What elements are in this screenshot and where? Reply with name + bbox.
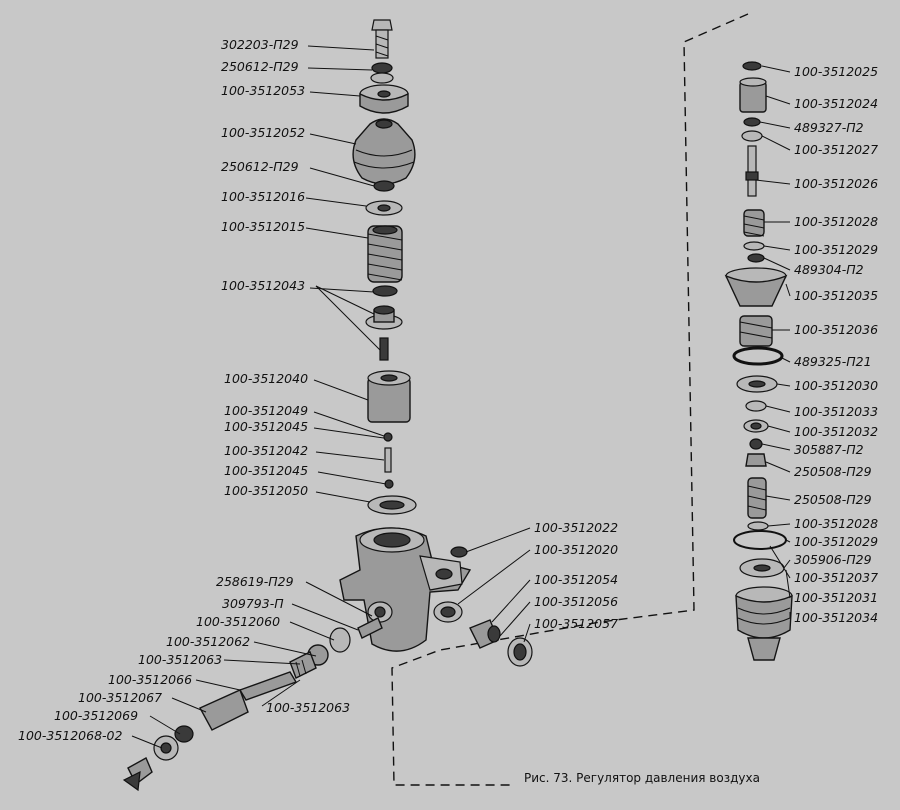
ball-part bbox=[384, 433, 392, 441]
part-label: 100-3512057 bbox=[534, 616, 619, 631]
right-stack bbox=[726, 62, 792, 660]
part-label: 100-3512035 bbox=[794, 288, 879, 303]
part-label: 258619-П29 bbox=[216, 574, 294, 589]
rod-part bbox=[385, 448, 391, 472]
part-label: 100-3512030 bbox=[794, 378, 879, 393]
spring-part bbox=[368, 226, 402, 282]
part-label: 100-3512037 bbox=[794, 570, 879, 585]
part-label: 250508-П29 bbox=[794, 464, 872, 479]
part-label: 100-3512034 bbox=[794, 610, 879, 625]
cover-part bbox=[353, 119, 415, 184]
part-label: 100-3512031 bbox=[794, 590, 879, 605]
part-label: 100-3512016 bbox=[221, 189, 306, 204]
nut-part bbox=[374, 181, 394, 191]
part-label: 489327-П2 bbox=[794, 120, 864, 135]
part-label: 100-3512067 bbox=[78, 690, 163, 705]
part-label: 100-3512027 bbox=[794, 142, 879, 157]
seat-part bbox=[366, 306, 402, 329]
bolt-part bbox=[372, 20, 392, 58]
part-label: 100-3512028 bbox=[794, 214, 879, 229]
seal-ring-part bbox=[734, 531, 786, 549]
assembly-dashed-line bbox=[392, 14, 748, 785]
part-label: 100-3512040 bbox=[224, 371, 309, 386]
labels-right-group bbox=[794, 64, 878, 625]
lower-spring-part bbox=[748, 478, 766, 518]
stem-part bbox=[746, 146, 758, 196]
washer-part bbox=[371, 63, 393, 83]
part-label: 100-3512049 bbox=[224, 403, 309, 418]
ring-part bbox=[373, 286, 397, 296]
part-label: 305887-П2 bbox=[794, 442, 864, 457]
gasket-part bbox=[368, 496, 416, 514]
part-label: 100-3512025 bbox=[794, 64, 879, 79]
part-label: 100-3512029 bbox=[794, 242, 879, 257]
part-label: 100-3512015 bbox=[221, 219, 306, 234]
part-label: 100-3512063 bbox=[266, 700, 351, 715]
part-label: 100-3512033 bbox=[794, 404, 879, 419]
figure-caption: Рис. 73. Регулятор давления воздуха bbox=[524, 771, 760, 785]
part-label: 100-3512020 bbox=[534, 542, 619, 557]
part-label: 100-3512060 bbox=[196, 614, 281, 629]
part-label: 100-3512042 bbox=[224, 443, 309, 458]
part-label: 305906-П29 bbox=[794, 552, 872, 567]
part-label: 250612-П29 bbox=[221, 159, 299, 174]
ball-part-2 bbox=[385, 480, 393, 488]
bottom-housing-part bbox=[736, 587, 792, 660]
part-label: 100-3512069 bbox=[54, 708, 139, 723]
washer-plate-part bbox=[366, 201, 402, 215]
part-label: 100-3512053 bbox=[221, 83, 306, 98]
part-label: 100-3512050 bbox=[224, 483, 309, 498]
part-label: 100-3512063 bbox=[138, 652, 223, 667]
left-stack bbox=[353, 20, 416, 514]
part-label: 100-3512029 bbox=[794, 534, 879, 549]
labels-body-right-group bbox=[534, 520, 618, 631]
labels-left-group bbox=[221, 37, 308, 498]
part-label: 100-3512062 bbox=[166, 634, 251, 649]
part-label: 100-3512052 bbox=[221, 125, 306, 140]
part-label: 100-3512043 bbox=[221, 278, 306, 293]
o-ring-part bbox=[734, 348, 782, 364]
part-label: 100-3512022 bbox=[534, 520, 619, 535]
fitting-right-parts bbox=[470, 620, 532, 666]
pin-part bbox=[380, 338, 388, 360]
part-label: 100-3512056 bbox=[534, 594, 619, 609]
small-spring-part bbox=[744, 210, 764, 236]
part-label: 100-3512054 bbox=[534, 572, 619, 587]
piston-part bbox=[368, 371, 410, 422]
part-label: 100-3512036 bbox=[794, 322, 879, 337]
part-label: 100-3512068-02 bbox=[18, 728, 123, 743]
part-label: 489304-П2 bbox=[794, 262, 864, 277]
part-label: 302203-П29 bbox=[221, 37, 299, 52]
cone-part bbox=[726, 268, 786, 306]
part-label: 250508-П29 bbox=[794, 492, 872, 507]
medium-spring-part bbox=[740, 316, 772, 346]
part-label: 100-3512066 bbox=[108, 672, 193, 687]
part-label: 100-3512045 bbox=[224, 419, 309, 434]
part-label: 489325-П21 bbox=[794, 354, 872, 369]
cap-part bbox=[360, 85, 408, 113]
part-label: 100-3512024 bbox=[794, 96, 879, 111]
sleeve-part bbox=[740, 78, 766, 112]
part-label: 100-3512032 bbox=[794, 424, 879, 439]
part-label: 250612-П29 bbox=[221, 59, 299, 74]
plug-part bbox=[451, 547, 467, 557]
part-label: 100-3512026 bbox=[794, 176, 879, 191]
part-label: 100-3512045 bbox=[224, 463, 309, 478]
part-label: 309793-П bbox=[222, 596, 284, 611]
part-label: 100-3512028 bbox=[794, 516, 879, 531]
